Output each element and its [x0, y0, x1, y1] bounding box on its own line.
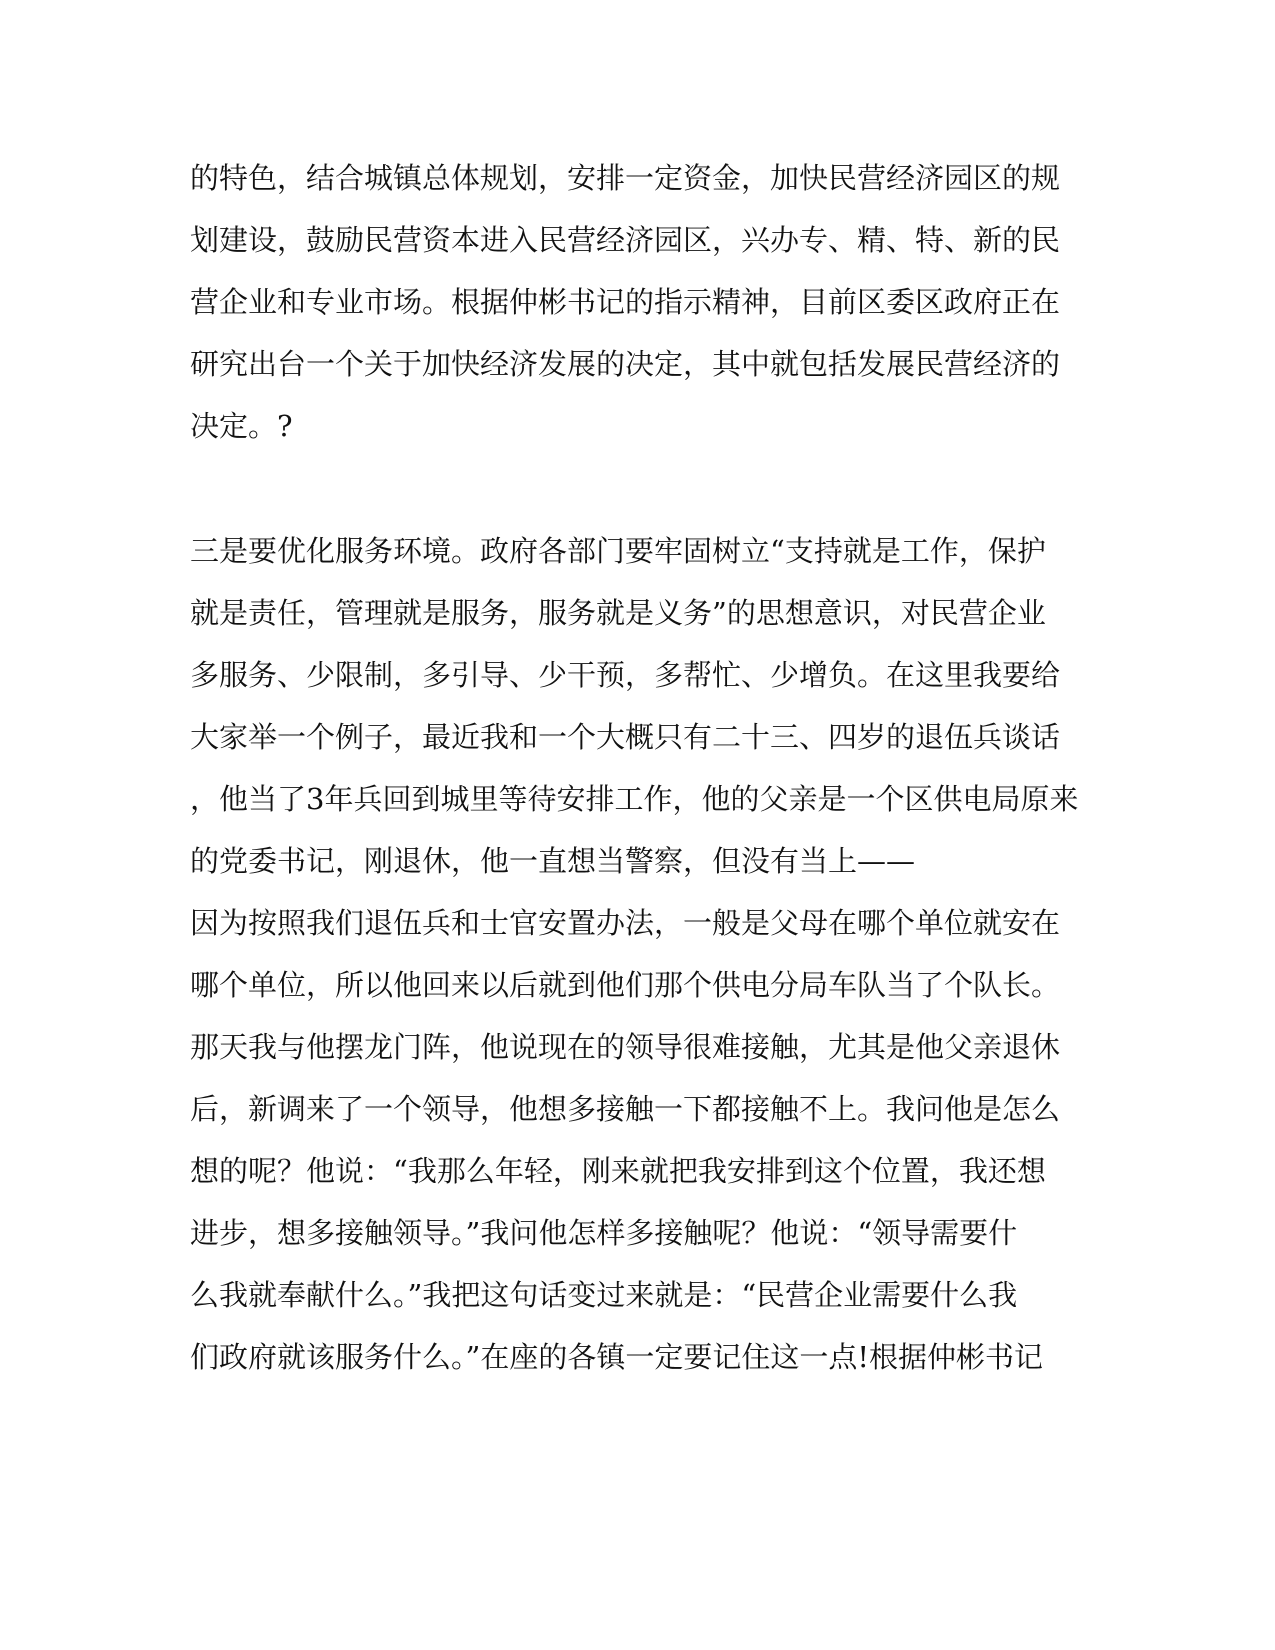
text-line: 营企业和专业市场。根据仲彬书记的指示精神，目前区委区政府正在 — [190, 285, 1061, 319]
text-line: 后，新调来了一个领导，他想多接触一下都接触不上。我问他是怎么 — [190, 1092, 1061, 1126]
text-line: 划建设，鼓励民营资本进入民营经济园区，兴办专、精、特、新的民 — [190, 223, 1061, 257]
text-line: 因为按照我们退伍兵和士官安置办法，一般是父母在哪个单位就安在 — [190, 906, 1061, 940]
text-line: ，他当了3年兵回到城里等待安排工作，他的父亲是一个区供电局原来 — [190, 782, 1079, 816]
text-line: 想的呢？他说：“我那么年轻，刚来就把我安排到这个位置，我还想 — [190, 1154, 1046, 1188]
text-line: 么我就奉献什么。”我把这句话变过来就是：“民营企业需要什么我 — [190, 1278, 1018, 1312]
text-line: 的特色，结合城镇总体规划，安排一定资金，加快民营经济园区的规 — [190, 161, 1061, 195]
text-line: 那天我与他摆龙门阵，他说现在的领导很难接触，尤其是他父亲退休 — [190, 1030, 1061, 1064]
text-line: 大家举一个例子，最近我和一个大概只有二十三、四岁的退伍兵谈话 — [190, 720, 1061, 754]
text-line: 就是责任，管理就是服务，服务就是义务”的思想意识，对民营企业 — [190, 596, 1046, 630]
text-line: 决定。? — [190, 409, 293, 443]
text-line: 多服务、少限制，多引导、少干预，多帮忙、少增负。在这里我要给 — [190, 658, 1061, 692]
text-line: 们政府就该服务什么。”在座的各镇一定要记住这一点!根据仲彬书记 — [190, 1340, 1043, 1374]
text-line: 三是要优化服务环境。政府各部门要牢固树立“支持就是工作，保护 — [190, 534, 1046, 568]
text-line: 研究出台一个关于加快经济发展的决定，其中就包括发展民营经济的 — [190, 347, 1061, 381]
text-line: 哪个单位，所以他回来以后就到他们那个供电分局车队当了个队长。 — [190, 968, 1061, 1002]
text-line: 进步，想多接触领导。”我问他怎样多接触呢？他说：“领导需要什 — [190, 1216, 1018, 1250]
text-line: 的党委书记，刚退休，他一直想当警察，但没有当上—— — [190, 844, 916, 878]
